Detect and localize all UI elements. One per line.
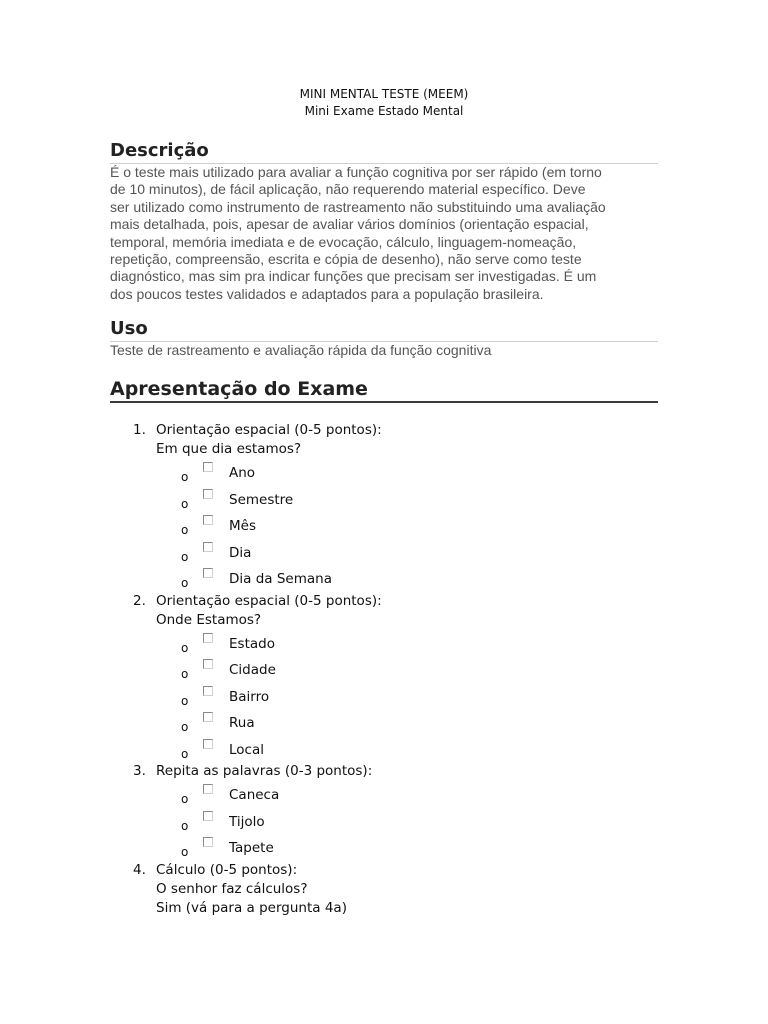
answer-option (133, 630, 653, 657)
descricao-line: ser utilizado como instrumento de rastreamento não substituindo uma avaliação (110, 198, 606, 215)
option-label: Cidade (229, 662, 276, 678)
option-label: Local (229, 741, 264, 758)
option-checkbox[interactable] (203, 811, 213, 821)
option-label: Dia da Semana (229, 571, 332, 587)
exam-question-list (133, 421, 653, 918)
descricao-line: repetição, compreensão, escrita e cópia de desenho), não serve como teste (110, 251, 582, 268)
uso-heading: Uso (110, 318, 658, 342)
descricao-line: de 10 minutos), de fácil aplicação, não requerendo material específico. Deve (110, 181, 586, 198)
option-checkbox[interactable] (203, 659, 213, 669)
answer-option (133, 683, 653, 710)
option-checkbox[interactable] (203, 739, 213, 749)
answer-option (133, 486, 653, 513)
answer-option (133, 539, 653, 566)
answer-option (133, 808, 653, 835)
descricao-line: dos poucos testes validados e adaptados para a população brasileira. (110, 285, 544, 302)
exam-question-4 (133, 861, 653, 918)
question-header (133, 762, 653, 781)
option-label: Semestre (229, 491, 294, 508)
answer-option (133, 736, 653, 763)
question-number: 3. (133, 763, 146, 779)
question-text: Em que dia estamos? (156, 441, 302, 457)
option-checkbox[interactable] (203, 712, 213, 722)
option-label: Rua (229, 715, 255, 731)
question-number: 4. (133, 861, 146, 878)
question-header (133, 592, 653, 611)
option-label: Estado (229, 635, 275, 652)
bullet-marker: o (181, 746, 189, 761)
option-checkbox[interactable] (203, 489, 213, 499)
option-checkbox[interactable] (203, 542, 213, 552)
bullet-marker: o (181, 576, 189, 590)
bullet-marker: o (181, 818, 189, 833)
bullet-marker: o (181, 640, 189, 655)
answer-option (133, 781, 653, 808)
bullet-marker: o (181, 845, 189, 859)
option-checkbox[interactable] (203, 686, 213, 696)
bullet-marker: o (181, 667, 189, 681)
question-title: Cálculo (0-5 pontos): (156, 861, 298, 878)
exam-question-3 (133, 762, 653, 861)
answer-option (133, 565, 653, 592)
answer-option (133, 656, 653, 683)
descricao-line: É o teste mais utilizado para avaliar a função cognitiva por ser rápido (em torno (110, 164, 602, 180)
option-label: Bairro (229, 688, 270, 705)
uso-text: Teste de rastreamento e avaliação rápida da função cognitiva (110, 342, 492, 358)
bullet-marker: o (181, 693, 189, 708)
exame-heading: Apresentação do Exame (110, 378, 658, 403)
question-text: O senhor faz cálculos? (156, 880, 308, 897)
option-label: Mês (229, 518, 256, 534)
bullet-marker: o (181, 792, 189, 806)
descricao-heading: Descrição (110, 140, 658, 164)
option-label: Caneca (229, 787, 280, 803)
bullet-marker: o (181, 549, 189, 564)
option-label: Tijolo (229, 813, 265, 830)
document-subtitle: Mini Exame Estado Mental (304, 104, 464, 118)
question-title: Orientação espacial (0-5 pontos): (156, 422, 382, 438)
question-text: Sim (vá para a pergunta 4a) (156, 899, 347, 916)
option-checkbox[interactable] (203, 568, 213, 578)
question-title: Orientação espacial (0-5 pontos): (156, 592, 382, 609)
document-title: MINI MENTAL TESTE (MEEM) (299, 87, 469, 101)
answer-option (133, 459, 653, 486)
question-text: Onde Estamos? (156, 611, 262, 628)
option-label: Tapete (229, 840, 274, 856)
option-checkbox[interactable] (203, 633, 213, 643)
bullet-marker: o (181, 720, 189, 734)
document-title-block (0, 86, 768, 120)
descricao-line: diagnóstico, mas sim pra indicar funções que precisam ser investigadas. É um (110, 268, 597, 285)
question-header (133, 421, 653, 440)
descricao-line: mais detalhada, pois, apesar de avaliar vários domínios (orientação espacial, (110, 216, 589, 233)
exam-question-2 (133, 592, 653, 763)
bullet-marker: o (181, 470, 189, 484)
descricao-paragraph (110, 164, 658, 303)
bullet-marker: o (181, 523, 189, 537)
question-title: Repita as palavras (0-3 pontos): (156, 763, 373, 779)
answer-option (133, 709, 653, 736)
descricao-line: temporal, memória imediata e de evocação, cálculo, linguagem-nomeação, (110, 233, 577, 250)
option-checkbox[interactable] (203, 837, 213, 847)
option-label: Dia (229, 544, 252, 561)
option-checkbox[interactable] (203, 515, 213, 525)
option-label: Ano (229, 465, 256, 481)
answer-option (133, 512, 653, 539)
option-checkbox[interactable] (203, 784, 213, 794)
question-number: 2. (133, 592, 146, 609)
answer-option (133, 834, 653, 861)
exam-question-1 (133, 421, 653, 592)
bullet-marker: o (181, 496, 189, 511)
option-checkbox[interactable] (203, 462, 213, 472)
question-header (133, 861, 653, 880)
question-number: 1. (133, 422, 146, 438)
